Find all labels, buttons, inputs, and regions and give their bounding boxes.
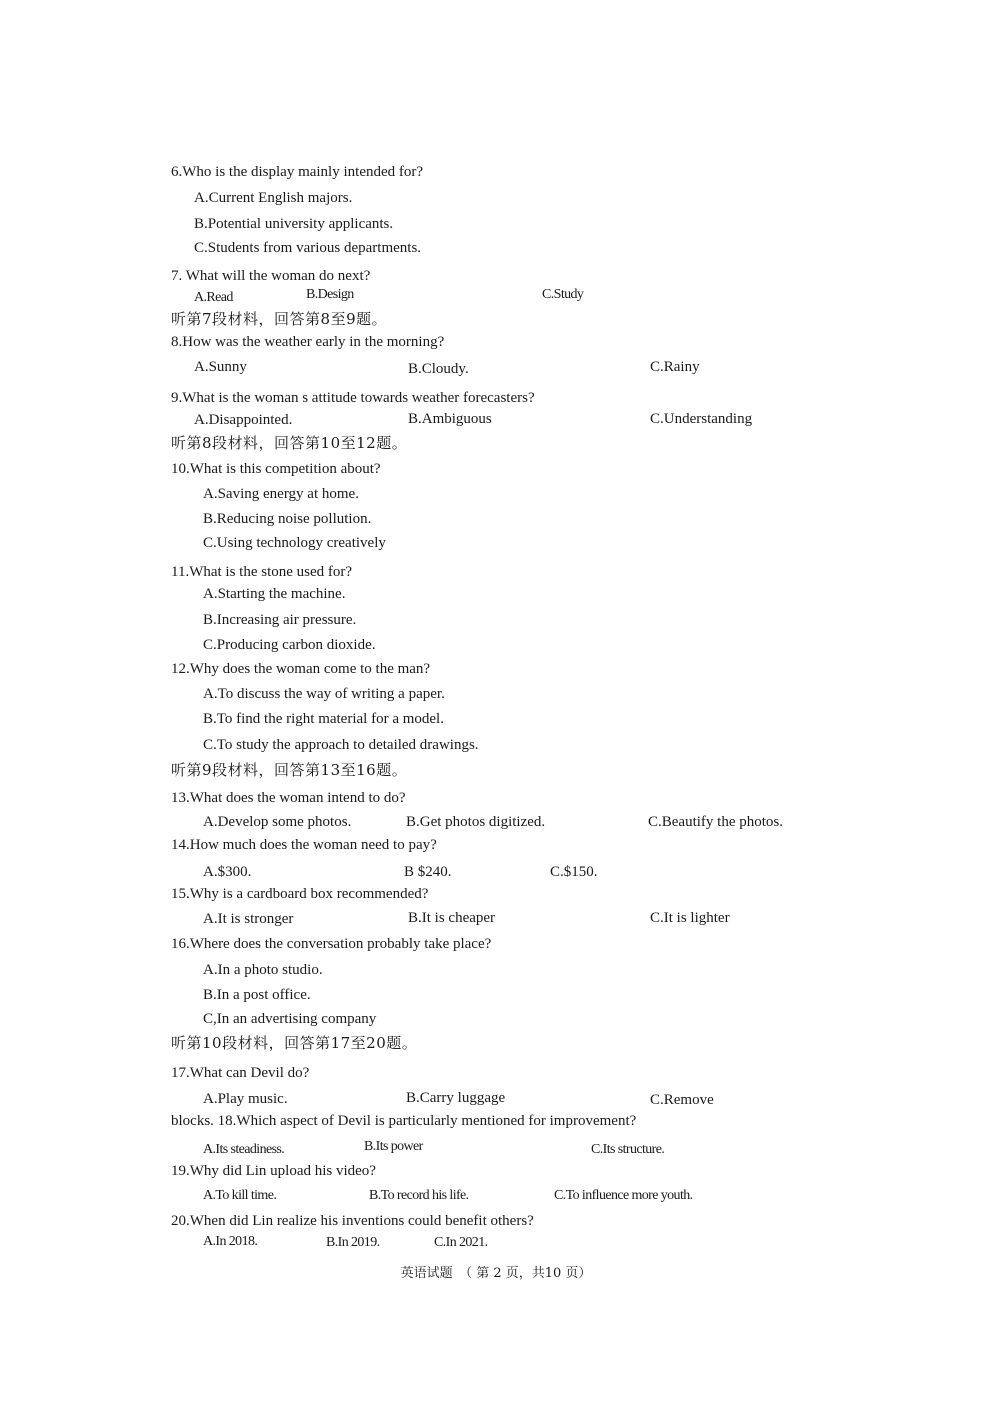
q19-option-b: B.To record his life. [369, 1188, 469, 1203]
q13-option-b: B.Get photos digitized. [406, 814, 546, 830]
q15-option-a: A.It is stronger [203, 911, 294, 927]
q18-option-c: C.Its structure. [591, 1142, 665, 1157]
page-footer: 英语试题 （ 第 2 页，共10 页） [400, 1266, 592, 1281]
q20-option-b: B.In 2019. [326, 1235, 380, 1250]
q20-option-c: C.In 2021. [434, 1235, 488, 1250]
q8-option-c: C.Rainy [650, 359, 700, 375]
q11-option-b: B.Increasing air pressure. [203, 612, 357, 628]
q8-option-a: A.Sunny [194, 359, 247, 375]
section10-header: 听第10段材料，回答第17至20题。 [171, 1034, 418, 1052]
section7-header: 听第7段材料，回答第8至9题。 [171, 310, 388, 328]
q6-question: 6.Who is the display mainly intended for? [171, 164, 424, 180]
q7-option-b: B.Design [306, 287, 354, 302]
q6-option-b: B.Potential university applicants. [194, 216, 394, 232]
q7-option-c: C.Study [542, 287, 584, 302]
q7-option-a: A.Read [194, 290, 233, 305]
q15-option-c: C.It is lighter [650, 910, 730, 926]
q19-option-a: A.To kill time. [203, 1188, 277, 1203]
q16-option-b: B.In a post office. [203, 987, 311, 1003]
q18-question: blocks. 18.Which aspect of Devil is particularly mentioned for improvement? [171, 1113, 637, 1129]
q9-option-c: C.Understanding [650, 411, 753, 427]
q12-option-c: C.To study the approach to detailed drawings. [203, 737, 479, 753]
q13-option-a: A.Develop some photos. [203, 814, 352, 830]
q11-option-c: C.Producing carbon dioxide. [203, 637, 376, 653]
q17-option-c: C.Remove [650, 1092, 714, 1108]
q15-option-b: B.It is cheaper [408, 910, 496, 926]
q11-question: 11.What is the stone used for? [171, 564, 353, 580]
q16-question: 16.Where does the conversation probably take place? [171, 936, 492, 952]
q17-option-a: A.Play music. [203, 1091, 288, 1107]
q15-question: 15.Why is a cardboard box recommended? [171, 886, 429, 902]
q16-option-c: C,In an advertising company [203, 1011, 377, 1027]
q18-option-b: B.Its power [364, 1139, 423, 1154]
section8-header: 听第8段材料，回答第10至12题。 [171, 434, 408, 452]
q10-option-a: A.Saving energy at home. [203, 486, 359, 502]
q16-option-a: A.In a photo studio. [203, 962, 323, 978]
q17-question: 17.What can Devil do? [171, 1065, 310, 1081]
q10-question: 10.What is this competition about? [171, 461, 381, 477]
q20-option-a: A.In 2018. [203, 1234, 258, 1249]
q10-option-c: C.Using technology creatively [203, 535, 386, 551]
q12-question: 12.Why does the woman come to the man? [171, 661, 431, 677]
q9-option-b: B.Ambiguous [408, 411, 492, 427]
q6-option-c: C.Students from various departments. [194, 240, 422, 256]
q12-option-a: A.To discuss the way of writing a paper. [203, 686, 445, 702]
q14-option-b: B $240. [404, 864, 452, 880]
q17-option-b: B.Carry luggage [406, 1090, 506, 1106]
q9-question: 9.What is the woman s attitude towards weather forecasters? [171, 390, 535, 406]
q10-option-b: B.Reducing noise pollution. [203, 511, 372, 527]
q19-question: 19.Why did Lin upload his video? [171, 1163, 376, 1179]
q14-option-a: A.$300. [203, 864, 252, 880]
section9-header: 听第9段材料，回答第13至16题。 [171, 761, 408, 779]
q12-option-b: B.To find the right material for a model. [203, 711, 444, 727]
q13-option-c: C.Beautify the photos. [648, 814, 783, 830]
q20-question: 20.When did Lin realize his inventions could benefit others? [171, 1213, 534, 1229]
q11-option-a: A.Starting the machine. [203, 586, 346, 602]
q6-option-a: A.Current English majors. [194, 190, 353, 206]
q14-question: 14.How much does the woman need to pay? [171, 837, 437, 853]
q8-option-b: B.Cloudy. [408, 361, 469, 377]
q19-option-c: C.To influence more youth. [554, 1188, 693, 1203]
q7-question: 7. What will the woman do next? [171, 268, 371, 284]
q9-option-a: A.Disappointed. [194, 412, 293, 428]
q8-question: 8.How was the weather early in the morning? [171, 334, 445, 350]
q18-option-a: A.Its steadiness. [203, 1142, 285, 1157]
q14-option-c: C.$150. [550, 864, 598, 880]
q13-question: 13.What does the woman intend to do? [171, 790, 406, 806]
